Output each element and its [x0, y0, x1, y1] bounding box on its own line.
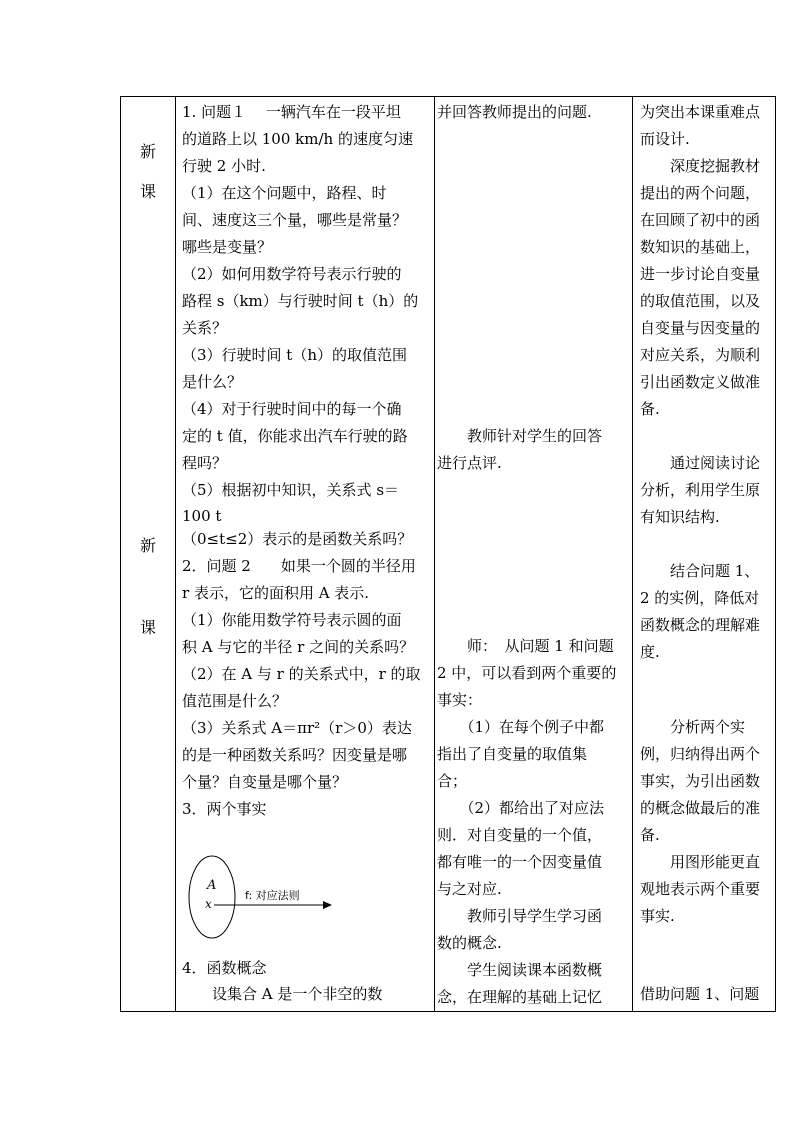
intent-text-line: 深度挖掘教材 — [640, 157, 761, 175]
activity-text-line: 与之对应. — [437, 880, 502, 898]
intent-text-line: 度. — [640, 643, 660, 661]
activity-text-line: 师： 从问题 1 和问题 — [437, 637, 614, 655]
activity-text-line: 念，在理解的基础上记忆 — [437, 988, 603, 1006]
problem-text-line: 的是一种函数关系吗？因变量是哪 — [182, 746, 408, 764]
intent-text-line: 的概念做最后的准 — [640, 799, 761, 817]
activity-text-line: （1）在每个例子中都 — [437, 718, 605, 736]
intent-text-line: 进一步讨论自变量 — [640, 265, 761, 283]
intent-text-line: 有知识结构. — [640, 508, 720, 526]
activity-text-line: 进行点评. — [437, 454, 502, 472]
problem-text-line: 行驶 2 小时. — [182, 157, 266, 175]
problem-text-line: r 表示，它的面积用 A 表示. — [182, 584, 370, 602]
problem-text-line: （3）关系式 A＝πr²（r＞0）表达 — [182, 719, 412, 737]
problem-text-line: 是什么？ — [182, 373, 243, 391]
intent-text-line: 自变量与因变量的 — [640, 319, 761, 337]
problem-text-line: 积 A 与它的半径 r 之间的关系吗？ — [182, 638, 415, 656]
activity-text-line: 事实： — [437, 691, 483, 709]
intent-text-line: 事实，为引出函数 — [640, 772, 761, 790]
problem-text-line: 个量？自变量是哪个量？ — [182, 773, 348, 791]
intent-text-line: 备. — [640, 826, 660, 844]
problem-text-line: 路程 s（km）与行驶时间 t（h）的 — [182, 292, 419, 310]
problem-text-line: 4．函数概念 — [182, 959, 267, 977]
mapping-diagram-svg — [185, 852, 345, 942]
problem-text-line: （2）如何用数学符号表示行驶的 — [182, 265, 402, 283]
problem-text-line: 的道路上以 100 km/h 的速度匀速 — [182, 130, 413, 148]
problem-text-line: 3．两个事实 — [182, 800, 267, 818]
activity-text-line: 则．对自变量的一个值， — [437, 826, 603, 844]
problem-text-line: 设集合 A 是一个非空的数 — [182, 985, 383, 1003]
problem-text-line: （3）行驶时间 t（h）的取值范围 — [182, 346, 408, 364]
activity-text-line: 教师针对学生的回答 — [437, 427, 603, 445]
section-label: 新 — [140, 536, 157, 555]
intent-text-line: 事实. — [640, 907, 675, 925]
activity-text-line: 合； — [437, 772, 468, 790]
intent-text-line: 例，归纳得出两个 — [640, 745, 761, 763]
activity-text-line: 都有唯一的一个因变量值 — [437, 853, 603, 871]
activity-text-line: （2）都给出了对应法 — [437, 799, 605, 817]
problem-text-line: （4）对于行驶时间中的每一个确 — [182, 400, 402, 418]
intent-text-line: 借助问题 1、问题 — [640, 985, 760, 1003]
problem-text-line: 1. 问题１ 一辆汽车在一段平坦 — [182, 103, 401, 121]
problem-text-line: （1）你能用数学符号表示圆的面 — [182, 611, 402, 629]
problem-text-line: （2）在 A 与 r 的关系式中，r 的取 — [182, 665, 421, 683]
intent-text-line: 分析两个实 — [640, 718, 746, 736]
intent-text-line: 的取值范围，以及 — [640, 292, 761, 310]
activity-text-line: 学生阅读课本函数概 — [437, 961, 603, 979]
domain-set-ellipse — [189, 856, 235, 938]
problem-text-line: （1）在这个问题中，路程、时 — [182, 184, 387, 202]
problem-text-line: 哪些是变量？ — [182, 238, 273, 256]
function-mapping-diagram — [185, 852, 345, 946]
problem-text-line: （5）根据初中知识，关系式 s＝ — [182, 481, 400, 499]
activity-text-line: 数的概念. — [437, 934, 502, 952]
intent-text-line: 函数概念的理解难 — [640, 616, 761, 634]
intent-text-line: 用图形能更直 — [640, 853, 761, 871]
intent-text-line: 分析，利用学生原 — [640, 481, 761, 499]
intent-text-line: 通过阅读讨论 — [640, 454, 761, 472]
intent-text-line: 结合问题 1、 — [640, 562, 760, 580]
section-label: 课 — [140, 618, 157, 637]
section-label-column — [121, 97, 175, 1011]
problem-text-line: 关系？ — [182, 319, 228, 337]
problem-text-line: （0≤t≤2）表示的是函数关系吗？ — [182, 530, 413, 548]
intent-text-line: 为突出本课重难点 — [640, 103, 761, 121]
problem-text-line: 2．问题 2 如果一个圆的半径用 — [182, 557, 416, 575]
intent-text-line: 数知识的基础上， — [640, 238, 761, 256]
intent-text-line: 观地表示两个重要 — [640, 880, 761, 898]
problem-text-line: 值范围是什么？ — [182, 692, 288, 710]
problem-text-line: 程吗？ — [182, 454, 228, 472]
intent-text-line: 提出的两个问题， — [640, 184, 761, 202]
element-x-label: x — [205, 897, 212, 911]
section-label: 新 — [140, 142, 157, 161]
activity-text-line: 并回答教师提出的问题. — [437, 103, 592, 121]
problem-text-line: 间、速度这三个量，哪些是常量？ — [182, 211, 408, 229]
intent-text-line: 引出函数定义做准 — [640, 373, 761, 391]
activity-text-line: 指出了自变量的取值集 — [437, 745, 588, 763]
intent-text-line: 对应关系，为顺利 — [640, 346, 761, 364]
section-label: 课 — [140, 182, 157, 201]
activity-text-line: 2 中，可以看到两个重要的 — [437, 664, 617, 682]
design-intent-column — [633, 97, 776, 1011]
teacher-student-activity-column — [435, 97, 632, 1011]
mapping-rule-label: f: 对应法则 — [245, 889, 300, 902]
intent-text-line: 而设计. — [640, 130, 690, 148]
intent-text-line: 备. — [640, 400, 660, 418]
intent-text-line: 在回顾了初中的函 — [640, 211, 761, 229]
problem-text-line: 100 t — [182, 507, 222, 525]
activity-text-line: 教师引导学生学习函 — [437, 907, 603, 925]
problem-text-line: 定的 t 值，你能求出汽车行驶的路 — [182, 427, 408, 445]
set-a-label: A — [207, 878, 217, 893]
intent-text-line: 2 的实例，降低对 — [640, 589, 760, 607]
arrow-head — [323, 901, 332, 909]
